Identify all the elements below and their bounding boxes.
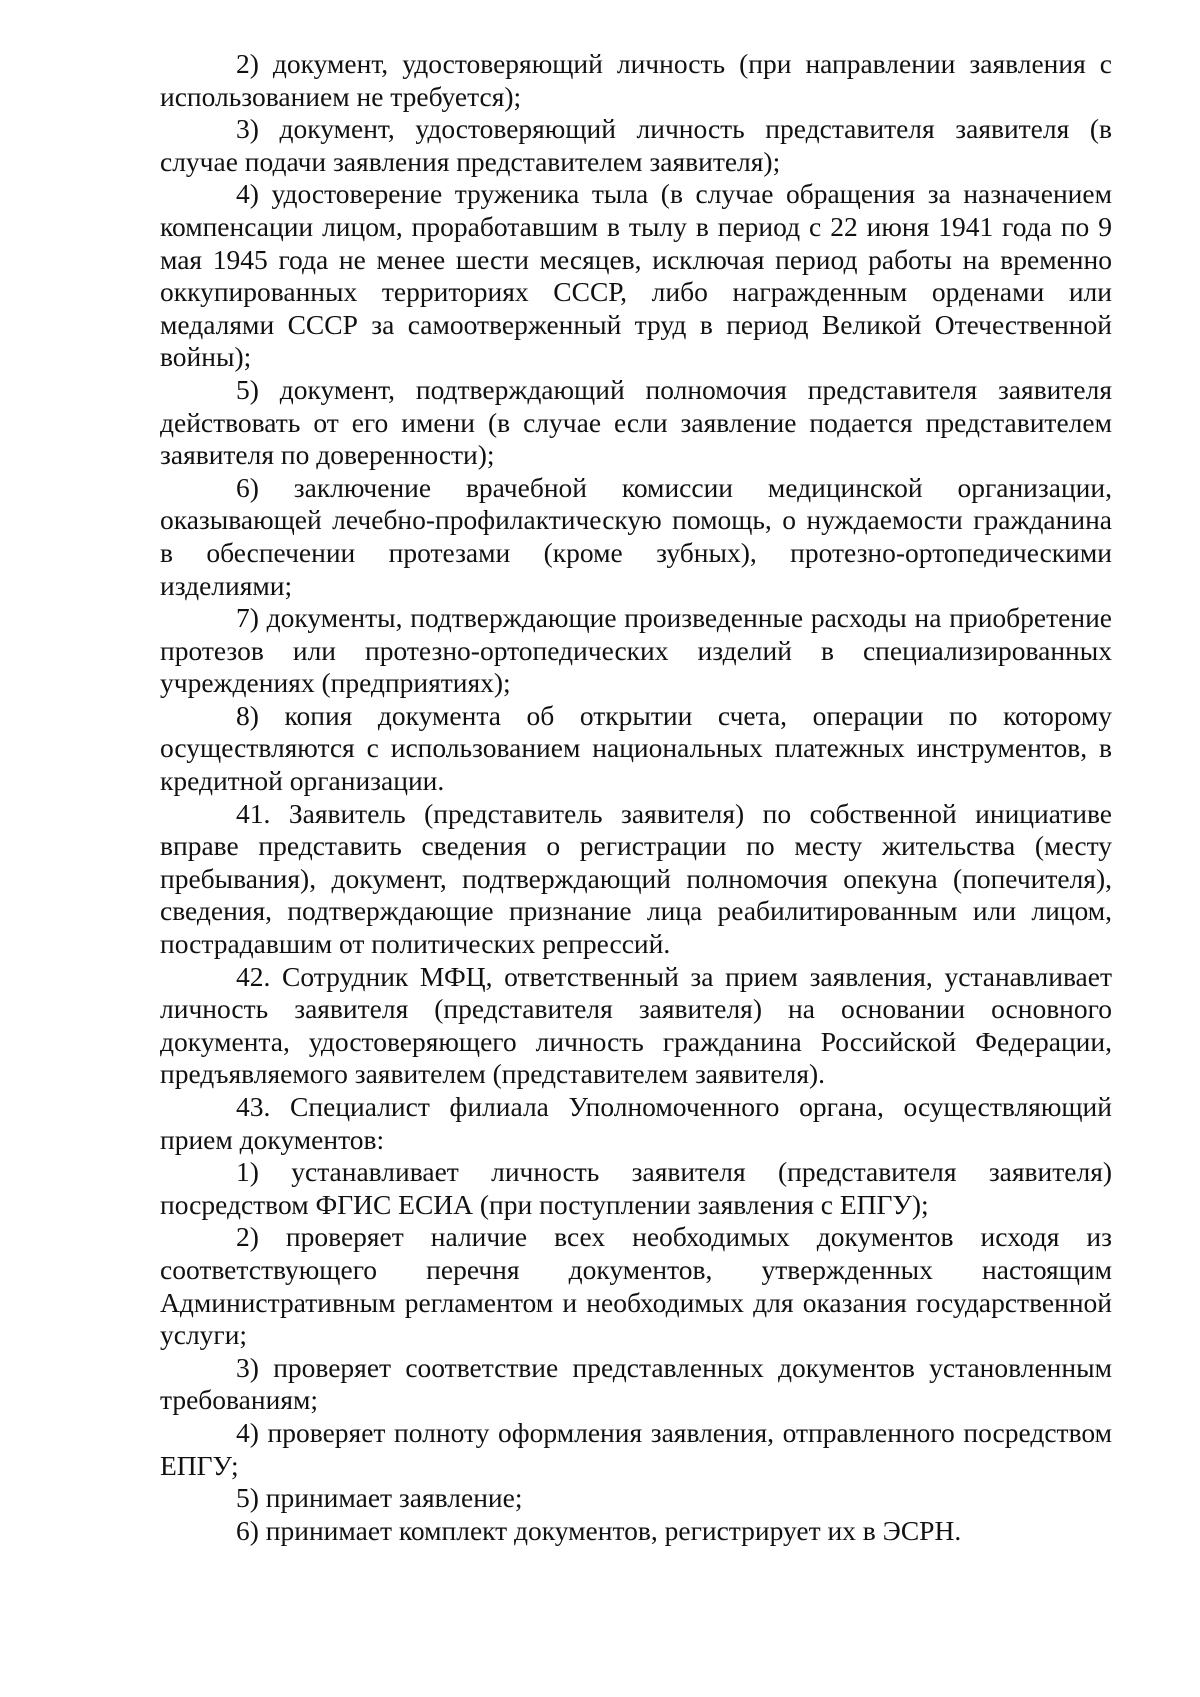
paragraph-clause-43: 43. Специалист филиала Уполномоченного органа, осуществляющий прием документов:	[160, 1091, 1112, 1155]
paragraph-item-3: 3) документ, удостоверяющий личность представителя заявителя (в случае подачи заявления представителем заявителя);	[160, 113, 1112, 177]
paragraph-subitem-3: 3) проверяет соответствие представленных документов установленным требованиям;	[160, 1351, 1112, 1416]
paragraph-item-2: 2) документ, удостоверяющий личность (при направлении заявления с использованием не требуется);	[160, 48, 1112, 112]
paragraph-subitem-4: 4) проверяет полноту оформления заявления, отправленного посредством ЕПГУ;	[160, 1416, 1112, 1481]
paragraph-item-4: 4) удостоверение труженика тыла (в случае обращения за назначением компенсации лицом, проработавшим в тылу в период с 22 июня 1941 года по 9 мая 1945 года не менее шести месяцев, исключая период работы на временно оккупированных территориях СССР, либо награжденным орденами или медалями СССР за самоотверженный труд в период Великой Отечественной войны);	[160, 178, 1112, 373]
document-page	[160, 48, 1112, 1547]
paragraph-subitem-2: 2) проверяет наличие всех необходимых документов исходя из соответствующего перечня документов, утвержденных настоящим Административным регламентом и необходимых для оказания государственной услуги;	[160, 1221, 1112, 1351]
paragraph-clause-42: 42. Сотрудник МФЦ, ответственный за прием заявления, устанавливает личность заявителя (представителя заявителя) на основании основного документа, удостоверяющего личность гражданина Российской Федерации, предъявляемого заявителем (представителем заявителя).	[160, 960, 1112, 1090]
paragraph-subitem-6: 6) принимает комплект документов, регистрирует их в ЭСРН.	[236, 1514, 962, 1546]
paragraph-item-6: 6) заключение врачебной комиссии медицинской организации, оказывающей лечебно-профилактическую помощь, о нуждаемости гражданина в обеспечении протезами (кроме зубных), протезно-ортопедическими изделиями;	[160, 471, 1112, 601]
paragraph-subitem-5: 5) принимает заявление;	[236, 1482, 523, 1514]
paragraph-item-8: 8) копия документа об открытии счета, операции по которому осуществляются с использованием национальных платежных инструментов, в кредитной организации.	[160, 699, 1112, 797]
paragraph-item-7: 7) документы, подтверждающие произведенные расходы на приобретение протезов или протезно-ортопедических изделий в специализированных учреждениях (предприятиях);	[160, 602, 1112, 699]
paragraph-item-5: 5) документ, подтверждающий полномочия представителя заявителя действовать от его имени (в случае если заявление подается представителем заявителя по доверенности);	[160, 373, 1112, 471]
paragraph-subitem-1: 1) устанавливает личность заявителя (представителя заявителя) посредством ФГИС ЕСИА (при поступлении заявления с ЕПГУ);	[160, 1156, 1112, 1220]
paragraph-clause-41: 41. Заявитель (представитель заявителя) по собственной инициативе вправе представить сведения о регистрации по месту жительства (месту пребывания), документ, подтверждающий полномочия опекуна (попечителя), сведения, подтверждающие признание лица реабилитированным или лицом, пострадавшим от политических репрессий.	[160, 797, 1112, 960]
